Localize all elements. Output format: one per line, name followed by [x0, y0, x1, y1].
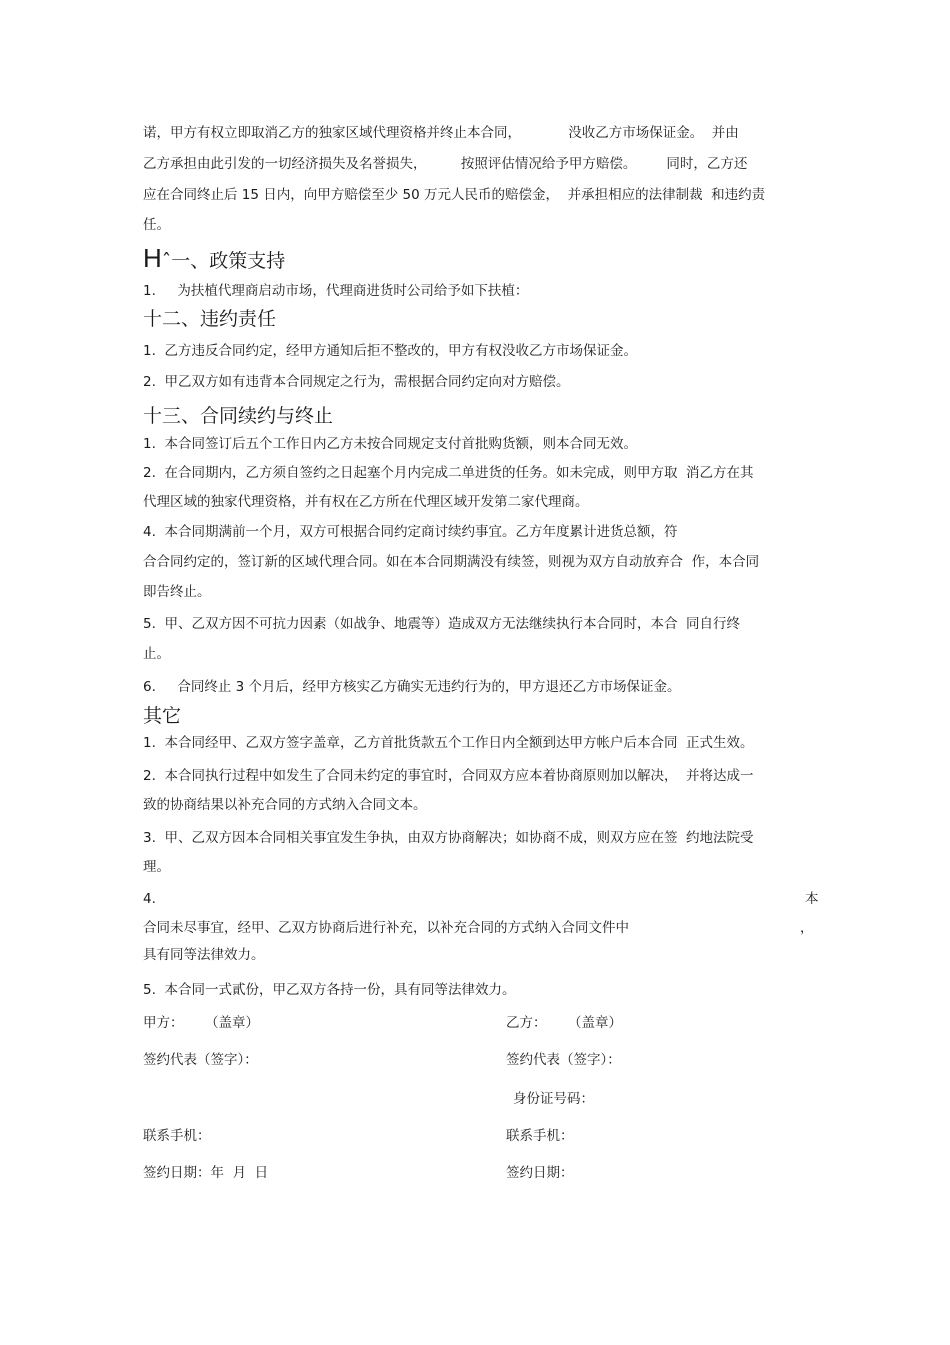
section-heading-other: 其它 [143, 705, 182, 727]
clause: 3. 甲、乙双方因本合同相关事宜发生争执，由双方协商解决；如协商不成，则双方应在签 约地法院受 [143, 830, 754, 846]
clause: 理。 [143, 859, 170, 875]
clause-fragment: ， [800, 920, 814, 936]
party-b-phone: 联系手机： [506, 1128, 574, 1144]
clause: 代理区域的独家代理资格，并有权在乙方所在代理区域开发第二家代理商。 [143, 494, 589, 510]
clause: 4. 本合同期满前一个月，双方可根据合同约定商讨续约事宜。乙方年度累计进货总额，符 [143, 524, 678, 540]
clause-number: 4. [143, 891, 156, 907]
clause: 5. 本合同一式貳份，甲乙双方各持一份，具有同等法律效力。 [143, 982, 516, 998]
clause: 1. 本合同经甲、乙双方签字盖章，乙方首批货款五个工作日内全额到达甲方帐户后本合同 正式生效。 [143, 735, 754, 751]
party-b-label: 乙方： （盖章） [506, 1015, 622, 1031]
heading-text: ˆ一、政策支持 [161, 250, 286, 272]
party-b-date: 签约日期： [506, 1165, 574, 1181]
clause: 具有同等法律效力。 [143, 947, 265, 963]
party-a-label: 甲方： （盖章） [143, 1015, 259, 1031]
clause: 即告终止。 [143, 584, 211, 600]
paragraph-line: 应在合同终止后 15 日内，向甲方赔偿至少 50 万元人民币的赔偿金， 并承担相应的法律制裁 和违约责 [143, 187, 766, 203]
clause: 1. 本合同签订后五个工作日内乙方未按合同规定支付首批购货额，则本合同无效。 [143, 436, 637, 452]
party-a-phone: 联系手机： [143, 1128, 211, 1144]
clause: 6. 合同终止 3 个月后，经甲方核实乙方确实无违约行为的，甲方退还乙方市场保证金。 [143, 679, 681, 695]
clause-fragment: 本 [805, 891, 819, 907]
party-b-id-number: 身份证号码： [513, 1091, 594, 1107]
paragraph-line: 乙方承担由此引发的一切经济损失及名誉损失， 按照评估情况给予甲方赔偿。 同时，乙方还 [143, 156, 748, 172]
clause: 1. 为扶植代理商启动市场，代理商进货时公司给予如下扶植： [143, 283, 529, 299]
party-a-date: 签约日期：年 月 日 [143, 1165, 269, 1181]
clause: 2. 本合同执行过程中如发生了合同未约定的事宜时，合同双方应本着协商原则加以解决， 并将达成一 [143, 768, 754, 784]
section-heading-13: 十三、合同续约与终止 [143, 405, 334, 427]
clause: 止。 [143, 646, 170, 662]
party-b-representative: 签约代表（签字）： [506, 1052, 621, 1068]
clause: 5. 甲、乙双方因不可抗力因素（如战争、地震等）造成双方无法继续执行本合同时，本合 同自行终 [143, 616, 741, 632]
paragraph-line: 诺，甲方有权立即取消乙方的独家区域代理资格并终止本合同， 没收乙方市场保证金。 并由 [143, 125, 739, 141]
clause: 1. 乙方违反合同约定，经甲方通知后拒不整改的，甲方有权没收乙方市场保证金。 [143, 343, 637, 359]
paragraph-line: 任。 [143, 217, 170, 233]
clause: 2. 在合同期内，乙方须自签约之日起塞个月内完成二单进货的任务。如未完成，则甲方取 消乙方在其 [143, 465, 754, 481]
section-heading-12: 十二、违约责任 [143, 308, 277, 330]
section-heading-11 [143, 243, 286, 273]
clause: 合同未尽事宜，经甲、乙双方协商后进行补充，以补充合同的方式纳入合同文件中 [143, 920, 629, 936]
clause: 2. 甲乙双方如有违背本合同规定之行为，需根据合同约定向对方赔偿。 [143, 374, 570, 390]
clause: 致的协商结果以补充合同的方式纳入合同文本。 [143, 797, 427, 813]
clause: 合合同约定的，签订新的区域代理合同。如在本合同期满没有续签，则视为双方自动放弃合 作，本合同 [143, 554, 760, 570]
party-a-representative: 签约代表（签字）： [143, 1052, 258, 1068]
heading-prefix: H [143, 243, 162, 273]
